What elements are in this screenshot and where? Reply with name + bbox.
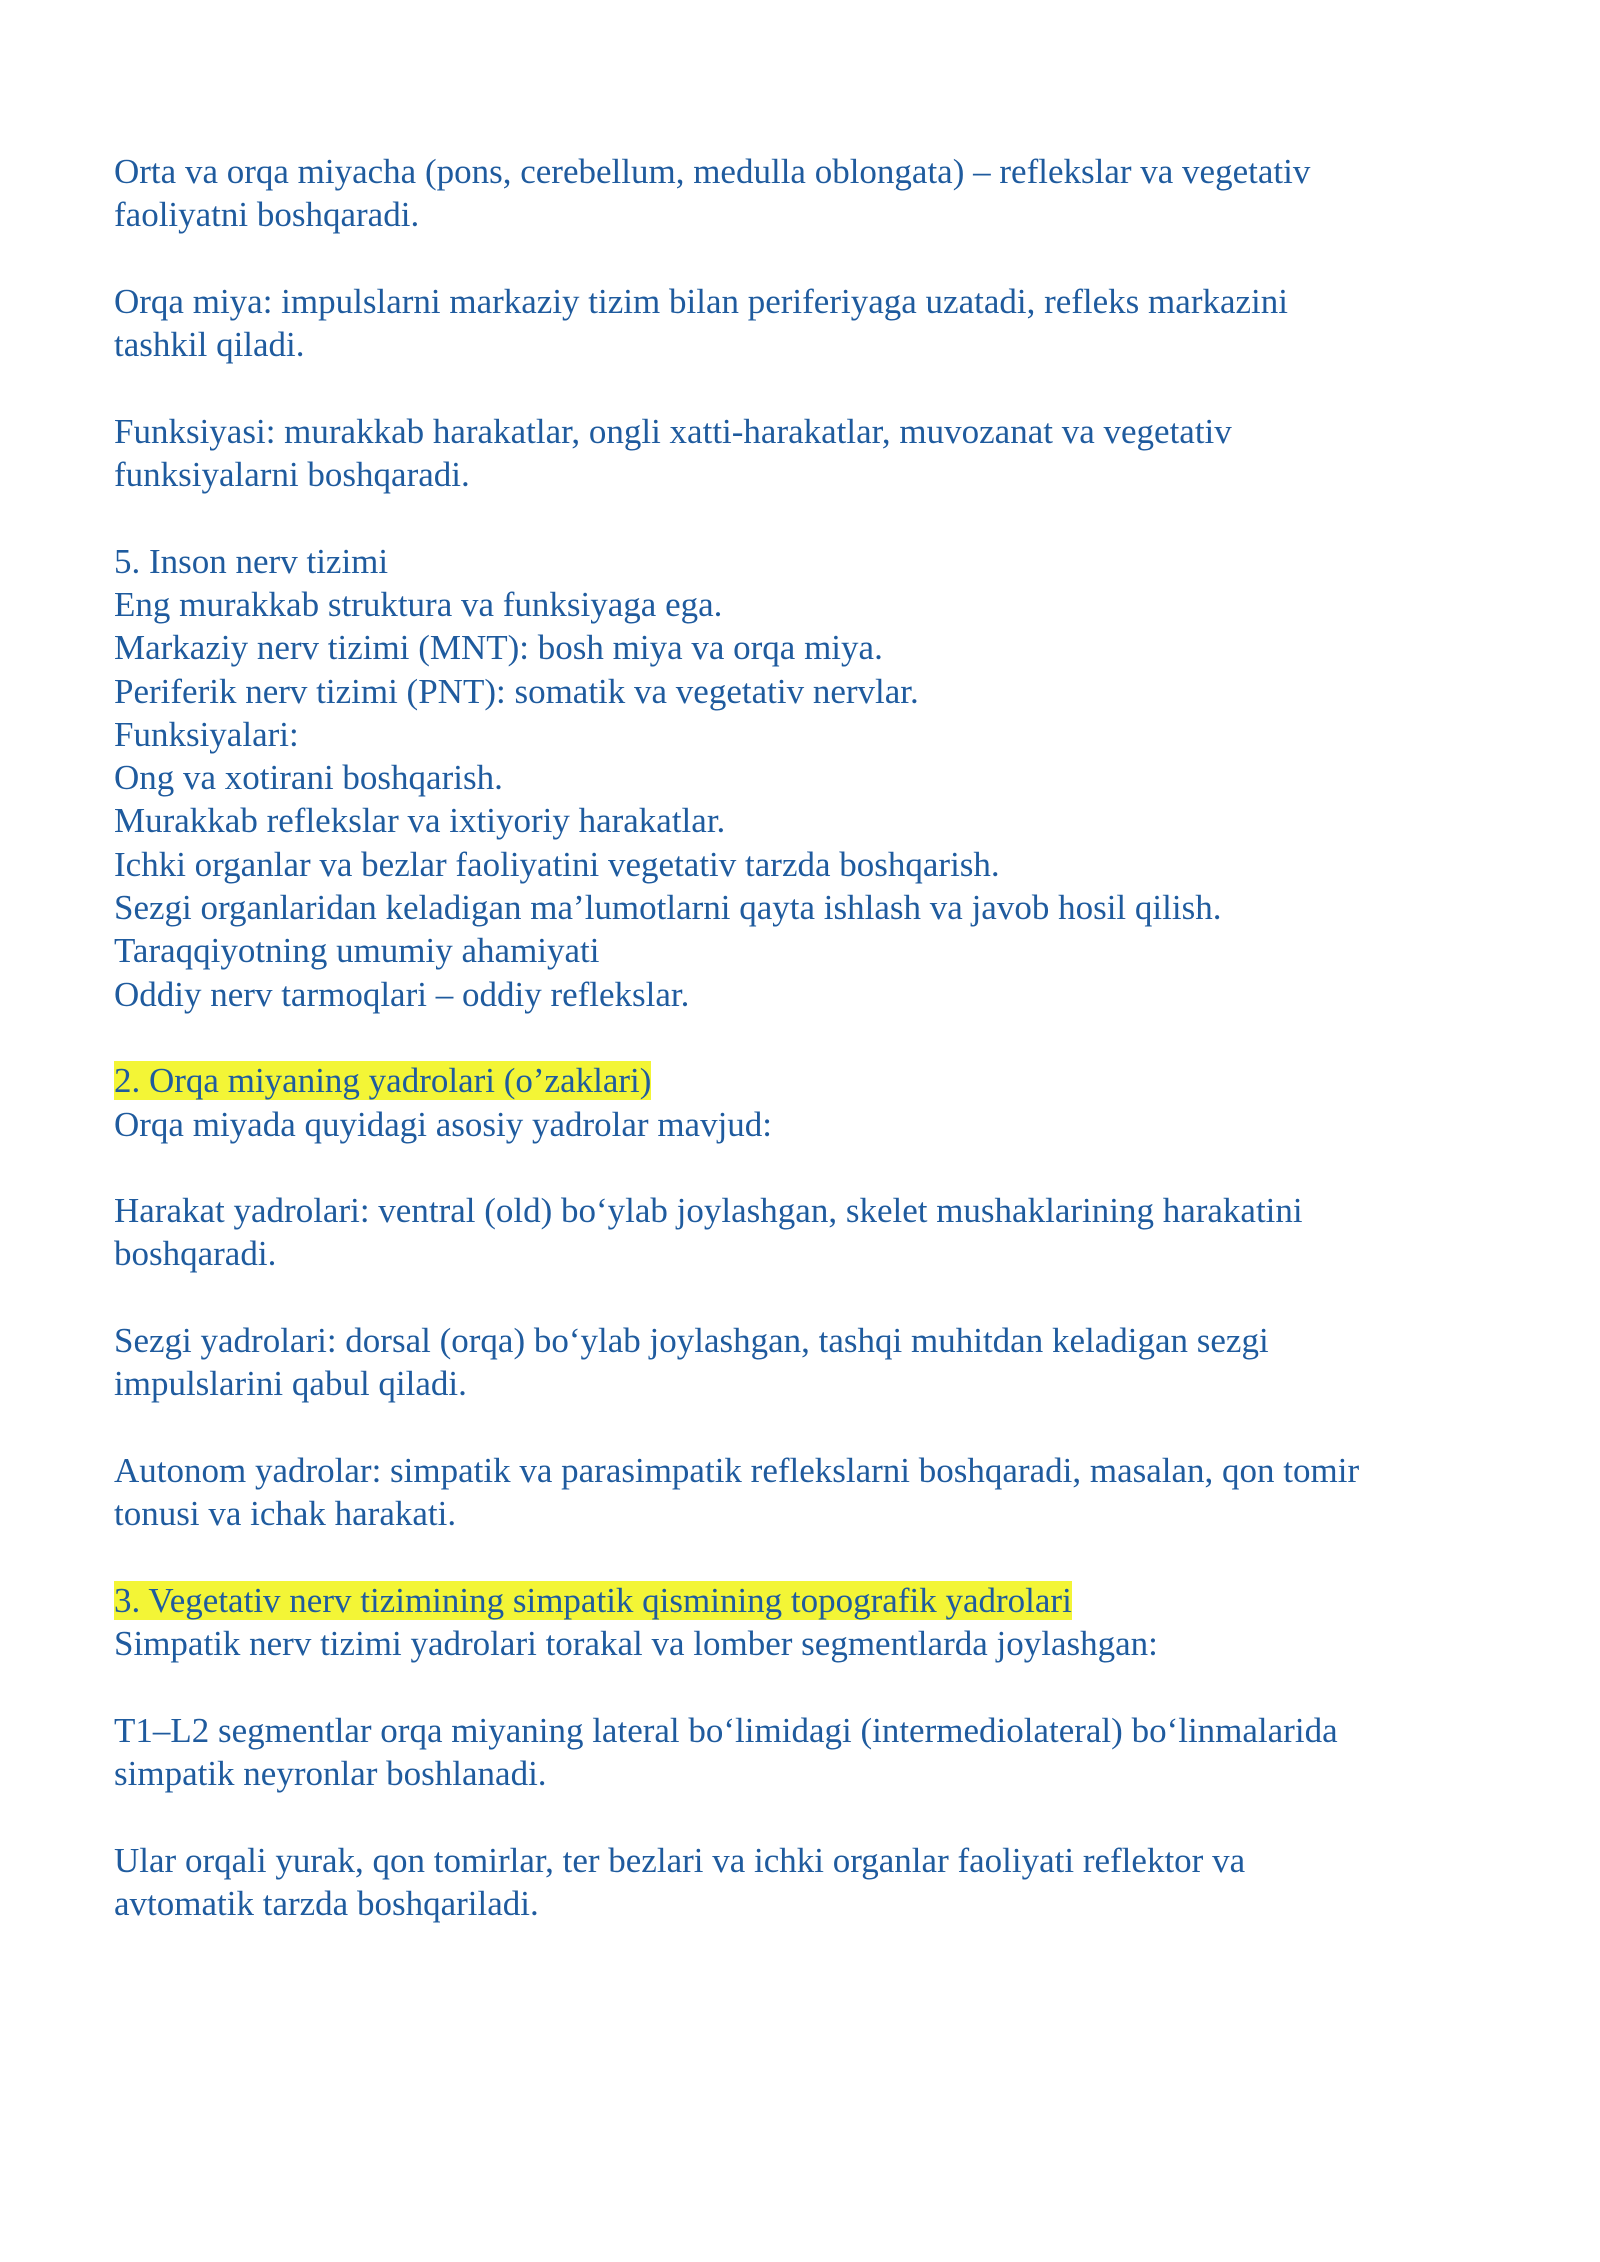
text-line: Orqa miyada quyidagi asosiy yadrolar mavjud: [114, 1104, 773, 1144]
paragraph-motor-nuclei [114, 1189, 1494, 1276]
text-line: Oddiy nerv tarmoqlari – oddiy reflekslar. [114, 974, 690, 1014]
section-5-human-nervous-system [114, 540, 1494, 1016]
paragraph-spinal-cord [114, 280, 1494, 367]
section-heading-highlighted [114, 1059, 1494, 1102]
text-line: Ichki organlar va bezlar faoliyatini vegetativ tarzda boshqarish. [114, 844, 1000, 884]
text-line: tonusi va ichak harakati. [114, 1494, 457, 1534]
section-3-sympathetic-nuclei [114, 1579, 1494, 1925]
text-line: Periferik nerv tizimi (PNT): somatik va vegetativ nervlar. [114, 671, 919, 711]
paragraph-autonomic-nuclei [114, 1449, 1494, 1536]
paragraph-organ-regulation [114, 1839, 1494, 1926]
highlight-mark: 2. Orqa miyaning yadrolari (o’zaklari) [114, 1061, 652, 1101]
section-2-spinal-nuclei [114, 1059, 1494, 1535]
text-line: T1–L2 segmentlar orqa miyaning lateral bo‘limidagi (intermediolateral) bo‘linmalarida [114, 1710, 1338, 1750]
text-line: Eng murakkab struktura va funksiyaga ega. [114, 584, 723, 624]
text-line: impulslarini qabul qiladi. [114, 1364, 467, 1404]
text-line: Funksiyasi: murakkab harakatlar, ongli xatti-harakatlar, muvozanat va vegetativ [114, 411, 1232, 451]
paragraph-brain-stem [114, 150, 1494, 237]
text-line: Ong va xotirani boshqarish. [114, 758, 503, 798]
section-heading: 5. Inson nerv tizimi [114, 541, 389, 581]
text-line: funksiyalarni boshqaradi. [114, 455, 470, 495]
text-line: boshqaradi. [114, 1234, 277, 1274]
text-line: Sezgi yadrolari: dorsal (orqa) bo‘ylab joylashgan, tashqi muhitdan keladigan sezgi [114, 1321, 1269, 1361]
text-line: Sezgi organlaridan keladigan ma’lumotlarni qayta ishlash va javob hosil qilish. [114, 888, 1222, 928]
highlight-mark: 3. Vegetativ nerv tizimining simpatik qismining topografik yadrolari [114, 1580, 1072, 1620]
text-line: Orqa miya: impulslarni markaziy tizim bilan periferiyaga uzatadi, refleks markazini [114, 281, 1288, 321]
text-line: faoliyatni boshqaradi. [114, 195, 420, 235]
section-heading-highlighted [114, 1579, 1494, 1622]
text-line: tashkil qiladi. [114, 325, 305, 365]
text-line: Harakat yadrolari: ventral (old) bo‘ylab joylashgan, skelet mushaklarining harakatini [114, 1191, 1303, 1231]
text-line: Funksiyalari: [114, 714, 299, 754]
text-line: simpatik neyronlar boshlanadi. [114, 1753, 547, 1793]
text-line: Autonom yadrolar: simpatik va parasimpatik reflekslarni boshqaradi, masalan, qon tomir [114, 1450, 1360, 1490]
paragraph-function [114, 410, 1494, 497]
text-line: Markaziy nerv tizimi (MNT): bosh miya va orqa miya. [114, 628, 883, 668]
paragraph-sensory-nuclei [114, 1319, 1494, 1406]
text-line: Taraqqiyotning umumiy ahamiyati [114, 931, 600, 971]
paragraph-t1-l2-segments [114, 1709, 1494, 1796]
document-body [114, 150, 1494, 1968]
text-line: Simpatik nerv tizimi yadrolari torakal va lomber segmentlarda joylashgan: [114, 1624, 1158, 1664]
text-line: Ular orqali yurak, qon tomirlar, ter bezlari va ichki organlar faoliyati reflektor va [114, 1840, 1246, 1880]
text-line: Orta va orqa miyacha (pons, cerebellum, medulla oblongata) – reflekslar va vegetativ [114, 152, 1311, 191]
text-line: avtomatik tarzda boshqariladi. [114, 1883, 539, 1923]
text-line: Murakkab reflekslar va ixtiyoriy harakatlar. [114, 801, 726, 841]
